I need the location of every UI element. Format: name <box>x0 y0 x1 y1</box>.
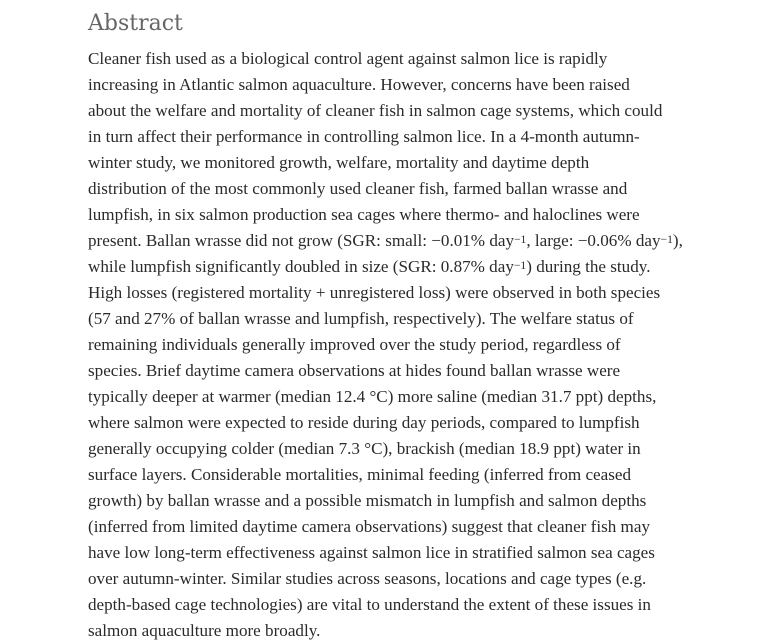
abstract-line: remaining individuals generally improved over the study period, regardless of <box>88 335 621 354</box>
abstract-line: increasing in Atlantic salmon aquaculture. However, concerns have been raised <box>88 75 630 94</box>
abstract-line: Cleaner fish used as a biological control agent against salmon lice is rapidly <box>88 49 608 68</box>
abstract-line: present. Ballan wrasse did not grow (SGR: small: −0.01% day$^{-1}$, large: −0.06% day$^{-1}$), <box>88 231 683 250</box>
abstract-line: lumpfish, in six salmon production sea cages where thermo- and haloclines were <box>88 205 640 224</box>
abstract-line: depth-based cage technologies) are vital to understand the extent of these issues in <box>88 595 651 614</box>
abstract-line: (57 and 27% of ballan wrasse and lumpfish, respectively). The welfare status of <box>88 309 634 328</box>
abstract-line: over autumn-winter. Similar studies across seasons, locations and cage types (e.g. <box>88 569 647 588</box>
abstract-line: winter study, we monitored growth, welfare, mortality and daytime depth <box>88 153 590 172</box>
abstract-line: species. Brief daytime camera observations at hides found ballan wrasse were <box>88 361 621 380</box>
abstract-line: High losses (registered mortality + unregistered loss) were observed in both species <box>88 283 661 302</box>
abstract-line: where salmon were expected to reside during day periods, compared to lumpfish <box>88 413 640 432</box>
superscript: −1 <box>660 232 673 246</box>
abstract-line: growth) by ballan wrasse and a possible mismatch in lumpfish and salmon depths <box>88 491 647 510</box>
abstract-line: (inferred from limited daytime camera observations) suggest that cleaner fish may <box>88 517 650 536</box>
abstract-line: surface layers. Considerable mortalities, minimal feeding (inferred from ceased <box>88 465 631 484</box>
abstract-line: about the welfare and mortality of cleaner fish in salmon cage systems, which could <box>88 101 663 120</box>
abstract-line: generally occupying colder (median 7.3 °C), brackish (median 18.9 ppt) water in <box>88 439 641 458</box>
abstract-line: while lumpfish significantly doubled in size (SGR: 0.87% day$^{-1}$) during the study. <box>88 257 651 276</box>
abstract-line: have low long-term effectiveness against salmon lice in stratified salmon sea cages <box>88 543 655 562</box>
abstract-line: salmon aquaculture more broadly. <box>88 621 321 640</box>
superscript: −1 <box>513 258 527 272</box>
abstract-line: typically deeper at warmer (median 12.4 °C) more saline (median 31.7 ppt) depths, <box>88 387 657 406</box>
superscript: −1 <box>514 232 527 246</box>
abstract-body <box>88 46 683 642</box>
abstract-heading: Abstract <box>88 11 183 36</box>
abstract-line: distribution of the most commonly used cleaner fish, farmed ballan wrasse and <box>88 179 628 198</box>
abstract-line: in turn affect their performance in controlling salmon lice. In a 4-month autumn- <box>88 127 640 146</box>
